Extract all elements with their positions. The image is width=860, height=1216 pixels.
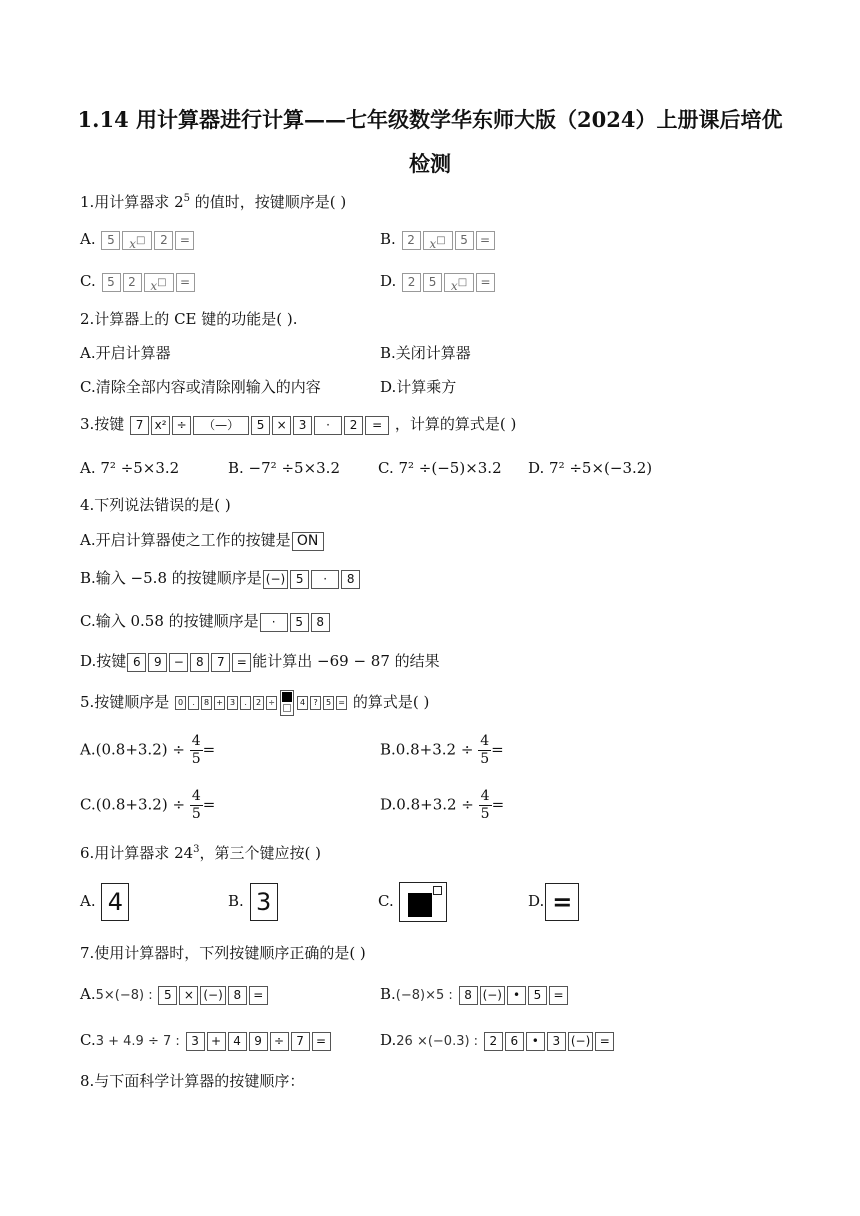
key-2: 2 (154, 231, 173, 250)
key-2: 2 (123, 273, 142, 292)
key-dot: · (314, 416, 342, 435)
q7-option-c: C.3 + 4.9 ÷ 7 : 3 + 4 9 ÷ 7 = (80, 1029, 332, 1053)
key-dot: . (188, 696, 199, 710)
question-6-stem: 6.用计算器求 $24^3$，第三个键应按( ) (80, 844, 322, 862)
q6-option-c: C. (378, 880, 447, 922)
key-equals: = (232, 653, 251, 672)
q2-option-c: C.清除全部内容或清除刚输入的内容 (80, 378, 321, 396)
key-negative: (−) (200, 986, 225, 1005)
key-0: 0 (175, 696, 186, 710)
q5-option-b: B.0.8+3.2 ÷ $\frac{4}{5}$ = (380, 733, 504, 767)
key-5: 5 (528, 986, 547, 1005)
q6-option-b: B. 3 (228, 880, 279, 922)
q3-option-c: C. 7² ÷(−5)×3.2 (378, 459, 502, 477)
q1-option-d: D. 2 5 x□ = (380, 270, 496, 292)
document-title-cont: 检测 (409, 151, 451, 176)
key-times: × (179, 986, 198, 1005)
key-dot: . (240, 696, 251, 710)
key-negative: (−) (263, 570, 288, 589)
key-8: 8 (190, 653, 209, 672)
key-7: 7 (130, 416, 149, 435)
key-5: 5 (423, 273, 442, 292)
key-dot: • (507, 986, 526, 1005)
key-equals: = (336, 696, 347, 710)
q1-option-b: B. 2 x□ 5 = (380, 228, 496, 250)
q6-option-a: A. 4 (80, 880, 130, 922)
question-5-stem: 5.按键顺序是 0 . 8 + 3 . 2 ÷ 4 ? 5 = 的算式是( ) (80, 690, 429, 716)
key-on: ON (292, 532, 324, 551)
key-3: 3 (250, 883, 278, 921)
key-2: 2 (402, 231, 421, 250)
key-6: 6 (505, 1032, 524, 1051)
q7-option-a: A.5×(−8) : 5 × (−) 8 = (80, 983, 269, 1007)
key-equals: = (545, 883, 579, 921)
key-7: 7 (211, 653, 230, 672)
q5-option-c: C.(0.8+3.2) ÷ $\frac{4}{5}$ = (80, 788, 216, 822)
q7-option-b: B.(−8)×5 : 8 (−) • 5 = (380, 983, 569, 1007)
q4-option-b: B.输入 −5.8 的按键顺序是 (−) 5 · 8 (80, 567, 361, 589)
q1-option-a: A. 5 x□ 2 = (80, 228, 195, 250)
key-4: 4 (101, 883, 129, 921)
q1-option-c: C. 5 2 x□ = (80, 270, 196, 292)
power-key-icon (399, 882, 447, 922)
key-5: 5 (323, 696, 334, 710)
key-2: 2 (402, 273, 421, 292)
key-dot: · (311, 570, 339, 589)
key-divide: ÷ (270, 1032, 289, 1051)
key-5: 5 (290, 570, 309, 589)
q3-option-d: D. 7² ÷5×(−3.2) (528, 459, 653, 477)
key-equals: = (312, 1032, 331, 1051)
key-plus: + (214, 696, 225, 710)
key-7: 7 (291, 1032, 310, 1051)
fraction: $\frac{4}{5}$ (191, 788, 201, 822)
key-equals: = (476, 231, 495, 250)
key-5: 5 (251, 416, 270, 435)
q4-option-c: C.输入 0.58 的按键顺序是 · 5 8 (80, 610, 331, 632)
question-2-stem: 2.计算器上的 CE 键的功能是( ). (80, 310, 298, 328)
key-times: × (272, 416, 291, 435)
question-7-stem: 7.使用计算器时，下列按键顺序正确的是( ) (80, 944, 366, 962)
key-5: 5 (102, 273, 121, 292)
key-x-squared: x² (151, 416, 170, 435)
key-5: 5 (455, 231, 474, 250)
key-dot: • (526, 1032, 545, 1051)
key-5: 5 (290, 613, 309, 632)
key-equals: = (476, 273, 495, 292)
key-x-power: x□ (423, 231, 453, 250)
q3-option-a: A. 7² ÷5×3.2 (80, 459, 180, 477)
q5-option-d: D.0.8+3.2 ÷ $\frac{4}{5}$ = (380, 788, 505, 822)
question-3-stem: 3.按键 7 x² ÷ （—） 5 × 3 · 2 = ，计算的算式是( ) (80, 415, 517, 433)
key-negative: (−) (480, 986, 505, 1005)
q7-option-d: D.26 ×(−0.3) : 2 6 • 3 (−) = (380, 1029, 615, 1053)
key-3: 3 (186, 1032, 205, 1051)
key-8: 8 (459, 986, 478, 1005)
key-2: 2 (253, 696, 264, 710)
key-5: 5 (101, 231, 120, 250)
q2-option-d: D.计算乘方 (380, 378, 457, 396)
q4-option-d: D.按键 6 9 − 8 7 = 能计算出 −69 − 87 的结果 (80, 652, 440, 670)
q6-option-d: D. = (528, 880, 580, 922)
key-plus: + (207, 1032, 226, 1051)
question-1-stem: 1.用计算器求 $2^5$ 的值时，按键顺序是( ) (80, 193, 347, 211)
fraction: $\frac{4}{5}$ (191, 733, 201, 767)
key-6: 6 (127, 653, 146, 672)
key-x-power: x□ (444, 273, 474, 292)
fraction: $\frac{4}{5}$ (480, 788, 490, 822)
key-dot: · (260, 613, 288, 632)
key-3: 3 (227, 696, 238, 710)
key-2: 2 (344, 416, 363, 435)
key-divide: ÷ (266, 696, 277, 710)
key-8: 8 (228, 986, 247, 1005)
key-4: 4 (297, 696, 308, 710)
key-equals: = (176, 273, 195, 292)
question-8-stem: 8.与下面科学计算器的按键顺序： (80, 1072, 305, 1090)
key-8: 8 (311, 613, 330, 632)
fraction: $\frac{4}{5}$ (480, 733, 490, 767)
key-3: 3 (547, 1032, 566, 1051)
key-9: 9 (249, 1032, 268, 1051)
key-2: 2 (484, 1032, 503, 1051)
q3-option-b: B. −7² ÷5×3.2 (228, 459, 340, 477)
key-unknown: ? (310, 696, 321, 710)
key-8: 8 (201, 696, 212, 710)
q5-option-a: A.(0.8+3.2) ÷ $\frac{4}{5}$ = (80, 733, 216, 767)
question-4-stem: 4.下列说法错误的是( ) (80, 496, 231, 514)
q2-option-b: B.关闭计算器 (380, 344, 471, 362)
key-4: 4 (228, 1032, 247, 1051)
key-equals: = (175, 231, 194, 250)
key-negative: (−) (568, 1032, 593, 1051)
key-divide: ÷ (172, 416, 191, 435)
key-3: 3 (293, 416, 312, 435)
key-equals: = (365, 416, 389, 435)
key-8: 8 (341, 570, 360, 589)
q2-option-a: A.开启计算器 (80, 344, 171, 362)
fraction-key-icon (280, 690, 294, 716)
key-x-power: x□ (122, 231, 152, 250)
key-equals: = (549, 986, 568, 1005)
q4-option-a: A.开启计算器使之工作的按键是 ON (80, 529, 325, 551)
key-5: 5 (158, 986, 177, 1005)
key-minus: − (169, 653, 188, 672)
key-equals: = (249, 986, 268, 1005)
key-x-power: x□ (144, 273, 174, 292)
key-equals: = (595, 1032, 614, 1051)
key-9: 9 (148, 653, 167, 672)
document-title: 1.14 用计算器进行计算——七年级数学华东师大版（2024）上册课后培优 (77, 107, 783, 132)
key-negative: （—） (193, 416, 249, 435)
